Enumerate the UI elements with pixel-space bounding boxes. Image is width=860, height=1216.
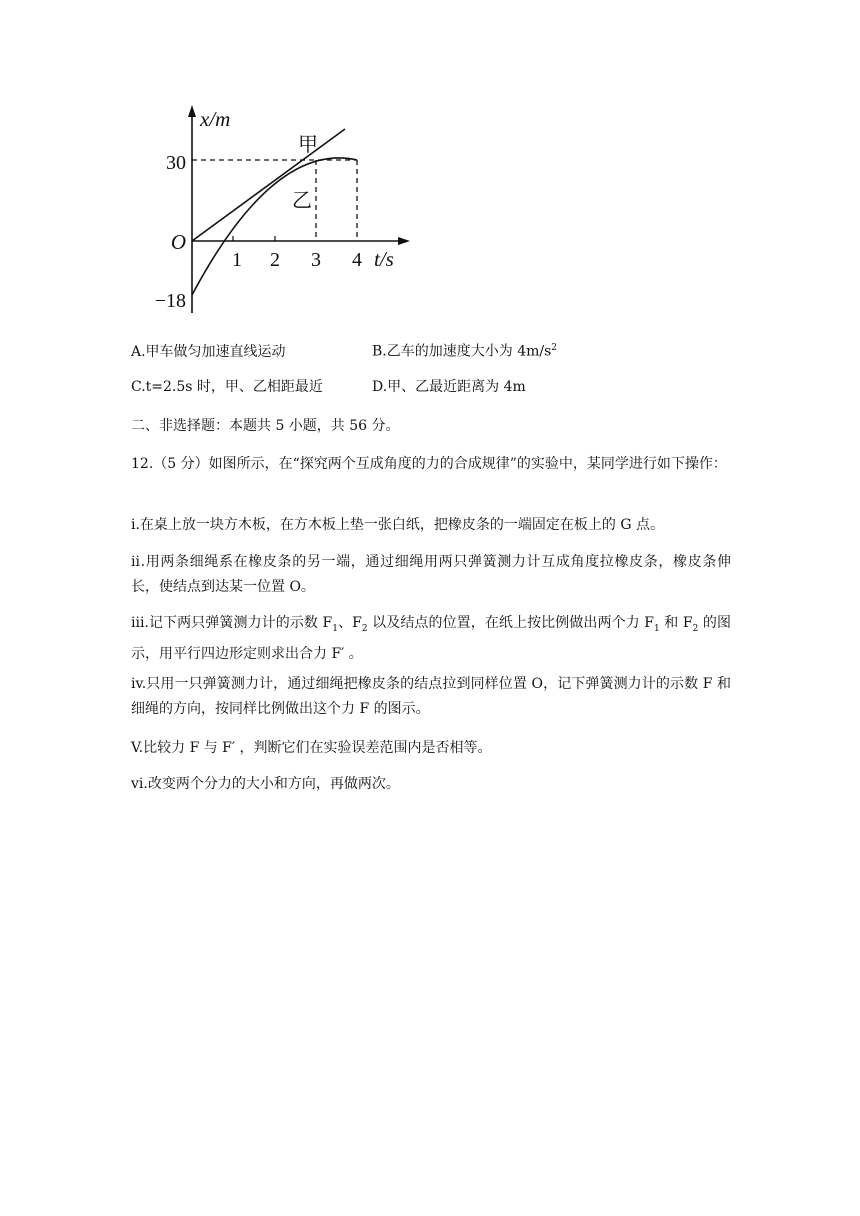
step-3-text-2: 、F [337,615,362,631]
step-1: i.在桌上放一块方木板，在方木板上垫一张白纸，把橡皮条的一端固定在板上的 G 点。 [131,517,665,533]
y-tick-label-neg18: −18 [154,290,186,312]
x-tick-label-4: 4 [352,249,362,271]
curve-yi [192,158,357,295]
x-t-graph-svg [130,95,430,325]
step-4: iv.只用一只弹簧测力计，通过细绳把橡皮条的结点拉到同样位置 O，记下弹簧测力计的示数 F 和细绳的方向，按同样比例做出这个力 F 的图示。 [131,676,731,717]
curve-jia [192,129,345,241]
step-6: ⅵ.改变两个分力的大小和方向，再做两次。 [131,776,400,792]
x-tick-label-1: 1 [232,249,242,271]
step-5: V.比较力 F 与 F′ ，判断它们在实验误差范围内是否相等。 [131,740,492,756]
option-b-text: B.乙车的加速度大小为 4m/s [372,343,552,360]
option-b [372,338,557,362]
options-row-2 [131,377,526,397]
step-3-sub-1: 1 [332,623,338,634]
question-12-intro: 12.（5 分）如图所示，在“探究两个互成角度的力的合成规律”的实验中，某同学进行如下操作： [131,456,727,472]
x-tick-label-2: 2 [270,249,280,271]
step-2: ⅱ.用两条细绳系在橡皮条的另一端，通过细绳用两只弹簧测力计互成角度拉橡皮条，橡皮条伸长，使结点到达某一位置 O。 [131,554,731,595]
x-axis-arrow [398,237,410,245]
x-axis-label: t/s [374,247,394,271]
step-3-text-5: 的图示，用平行四边形定则求出合力 F′ 。 [131,615,731,662]
origin-label: O [170,230,186,254]
option-b-superscript: 2 [551,343,558,353]
step-3-text-4: 和 F [659,615,693,631]
step-3-sub-3: 1 [654,623,660,634]
step-3-sub-2: 2 [361,623,368,634]
x-t-graph [130,95,430,325]
option-d: D.甲、乙最近距离为 4m [372,379,526,395]
option-c: C.t=2.5s 时，甲、乙相距最近 [131,379,323,395]
y-axis-arrow [188,105,196,117]
step-3-text-3: 以及结点的位置，在纸上按比例做出两个力 F [367,615,655,631]
curve-yi-label: 乙 [292,190,312,212]
y-tick-label-30: 30 [166,152,186,174]
x-tick-label-3: 3 [311,249,321,271]
curve-jia-label: 甲 [298,134,318,156]
y-axis-label: x/m [200,107,231,131]
step-3-text-1: iii.记下两只弹簧测力计的示数 F [131,615,333,631]
option-a: A.甲车做匀加速直线运动 [131,343,286,360]
section-heading: 二、非选择题：本题共 5 小题，共 56 分。 [131,418,400,434]
step-3-sub-4: 2 [692,623,699,634]
options-row-1 [131,338,557,362]
step-3 [131,611,731,667]
